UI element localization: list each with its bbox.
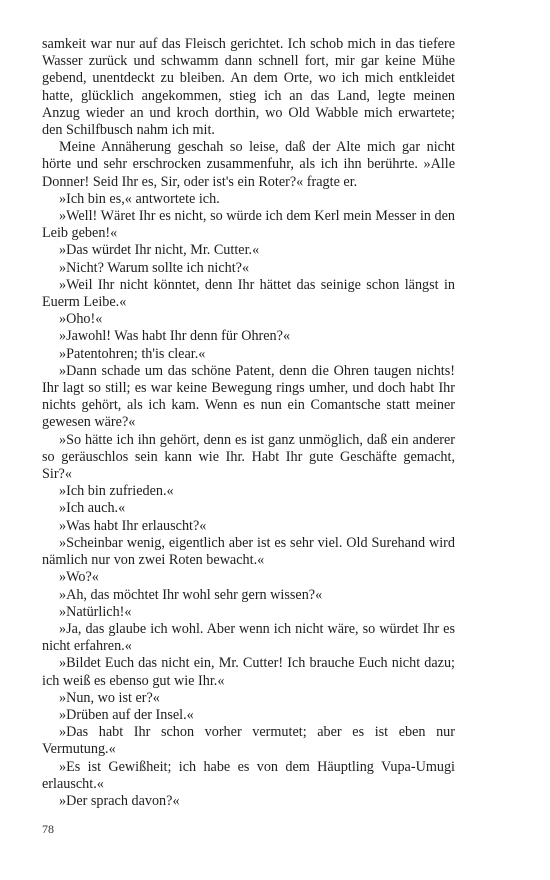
paragraph: »Jawohl! Was habt Ihr denn für Ohren?« [59,328,291,345]
paragraph: »Das habt Ihr schon vorher vermutet; aber es ist eben nur Vermutung.« [42,724,455,758]
body-text [42,36,455,810]
paragraph: samkeit war nur auf das Fleisch gerichtet. Ich schob mich in das tiefere Wasser zurück und schwamm dann schnell fort, mir gar keine Mühe gebend, unentdeckt zu bleiben. An dem Orte, wo ich mich entkleidet hatte, glücklich angekommen, stieg ich an das Land, legte meinen Anzug wieder an und kroch dorthin, wo Old Wabble mich erwartete; den Schilfbusch nahm ich mit. [42,36,455,139]
paragraph: »Scheinbar wenig, eigentlich aber ist es sehr viel. Old Surehand wird nämlich nur von zwei Roten bewacht.« [42,534,455,569]
paragraph: »Bildet Euch das nicht ein, Mr. Cutter! Ich brauche Euch nicht dazu; ich weiß es ebenso gut wie Ihr.« [42,655,455,689]
paragraph: »Drüben auf der Insel.« [59,706,194,723]
paragraph: »Well! Wäret Ihr es nicht, so würde ich dem Kerl mein Messer in den Leib geben!« [42,208,455,242]
paragraph: »Es ist Gewißheit; ich habe es von dem Häuptling Vupa-Umugi erlauscht.« [42,758,455,792]
paragraph: »Ah, das möchtet Ihr wohl sehr gern wissen?« [59,586,323,603]
paragraph: »Oho!« [59,311,103,328]
paragraph: »Nicht? Warum sollte ich nicht?« [59,259,250,276]
page-number: 78 [42,822,54,836]
paragraph: »Das würdet Ihr nicht, Mr. Cutter.« [59,242,260,259]
paragraph: »Nun, wo ist er?« [59,689,160,706]
paragraph: »Der sprach davon?« [59,792,180,809]
paragraph: »Weil Ihr nicht könntet, denn Ihr hättet das seinige schon längst in Euerm Leibe.« [42,276,455,311]
paragraph: »Ich auch.« [59,500,126,517]
paragraph: »Wo?« [59,569,99,586]
paragraph: »So hätte ich ihn gehört, denn es ist ganz unmöglich, daß ein anderer so geräuschlos sein kann wie Ihr. Habt Ihr gute Geschäfte gemacht, Sir?« [42,431,455,483]
paragraph: »Ich bin zufrieden.« [59,483,174,500]
paragraph: »Ja, das glaube ich wohl. Aber wenn ich nicht wäre, so würdet Ihr es nicht erfahren.« [42,620,455,655]
paragraph: »Patentohren; th'is clear.« [59,345,206,362]
paragraph: »Ich bin es,« antwortete ich. [59,190,220,207]
paragraph: »Was habt Ihr erlauscht?« [59,517,207,534]
paragraph: »Natürlich!« [59,603,132,620]
paragraph: »Dann schade um das schöne Patent, denn die Ohren taugen nichts! Ihr lagt so still; es war keine Bewegung rings umher, und doch habt Ihr nichts gehört, als ich kam. Wenn es nun ein Comantsche statt meiner gewesen wäre?« [42,362,455,431]
paragraph: Meine Annäherung geschah so leise, daß der Alte mich gar nicht hörte und sehr erschrocken zusammenfuhr, als ich ihn berührte. »Alle Donner! Seid Ihr es, Sir, oder ist's ein Roter?« fragte er. [42,139,455,190]
